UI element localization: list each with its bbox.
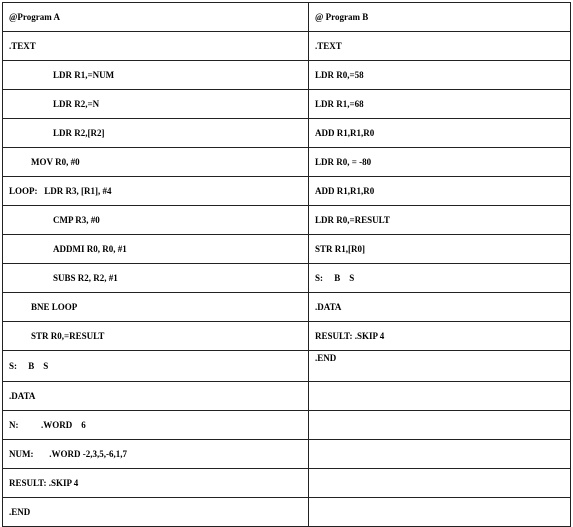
code-row (3, 351, 571, 382)
program-b-line (309, 411, 571, 440)
code-row (3, 293, 571, 322)
code-row (3, 235, 571, 264)
code-row (3, 498, 571, 527)
code-row (3, 61, 571, 90)
program-a-line: NUM: .WORD -2,3,5,-6,1,7 (3, 440, 309, 469)
program-b-line: LDR R0,=58 (309, 61, 571, 90)
program-b-header: @ Program B (309, 3, 571, 32)
program-a-line: SUBS R2, R2, #1 (3, 264, 309, 293)
program-a-line: N: .WORD 6 (3, 411, 309, 440)
program-a-line: .DATA (3, 382, 309, 411)
program-b-line: .END (309, 351, 571, 382)
code-row (3, 411, 571, 440)
program-a-line: S: B S (3, 351, 309, 382)
program-b-line: ADD R1,R1,R0 (309, 119, 571, 148)
program-a-line: LDR R1,=NUM (3, 61, 309, 90)
program-b-line: .TEXT (309, 32, 571, 61)
code-row (3, 119, 571, 148)
program-a-line: LOOP: LDR R3, [R1], #4 (3, 177, 309, 206)
program-b-line: S: B S (309, 264, 571, 293)
program-a-line: RESULT: .SKIP 4 (3, 469, 309, 498)
header-row (3, 3, 571, 32)
program-a-line: BNE LOOP (3, 293, 309, 322)
program-comparison-table (2, 2, 571, 527)
code-row (3, 32, 571, 61)
code-row (3, 469, 571, 498)
program-b-line: LDR R0,=RESULT (309, 206, 571, 235)
program-b-line: .DATA (309, 293, 571, 322)
code-row (3, 90, 571, 119)
program-a-header: @Program A (3, 3, 309, 32)
program-b-line: STR R1,[R0] (309, 235, 571, 264)
program-a-line: LDR R2,=N (3, 90, 309, 119)
program-a-line: ADDMI R0, R0, #1 (3, 235, 309, 264)
program-b-line: LDR R1,=68 (309, 90, 571, 119)
program-b-line: RESULT: .SKIP 4 (309, 322, 571, 351)
code-row (3, 440, 571, 469)
program-a-line: LDR R2,[R2] (3, 119, 309, 148)
program-b-line (309, 498, 571, 527)
code-row (3, 206, 571, 235)
program-a-line: STR R0,=RESULT (3, 322, 309, 351)
code-row (3, 322, 571, 351)
code-row (3, 177, 571, 206)
code-row (3, 264, 571, 293)
program-b-line: ADD R1,R1,R0 (309, 177, 571, 206)
program-a-line: MOV R0, #0 (3, 148, 309, 177)
program-b-line (309, 469, 571, 498)
program-a-line: .TEXT (3, 32, 309, 61)
program-b-line (309, 382, 571, 411)
program-b-line (309, 440, 571, 469)
program-a-line: .END (3, 498, 309, 527)
code-row (3, 148, 571, 177)
program-a-line: CMP R3, #0 (3, 206, 309, 235)
code-row (3, 382, 571, 411)
program-b-line: LDR R0, = -80 (309, 148, 571, 177)
